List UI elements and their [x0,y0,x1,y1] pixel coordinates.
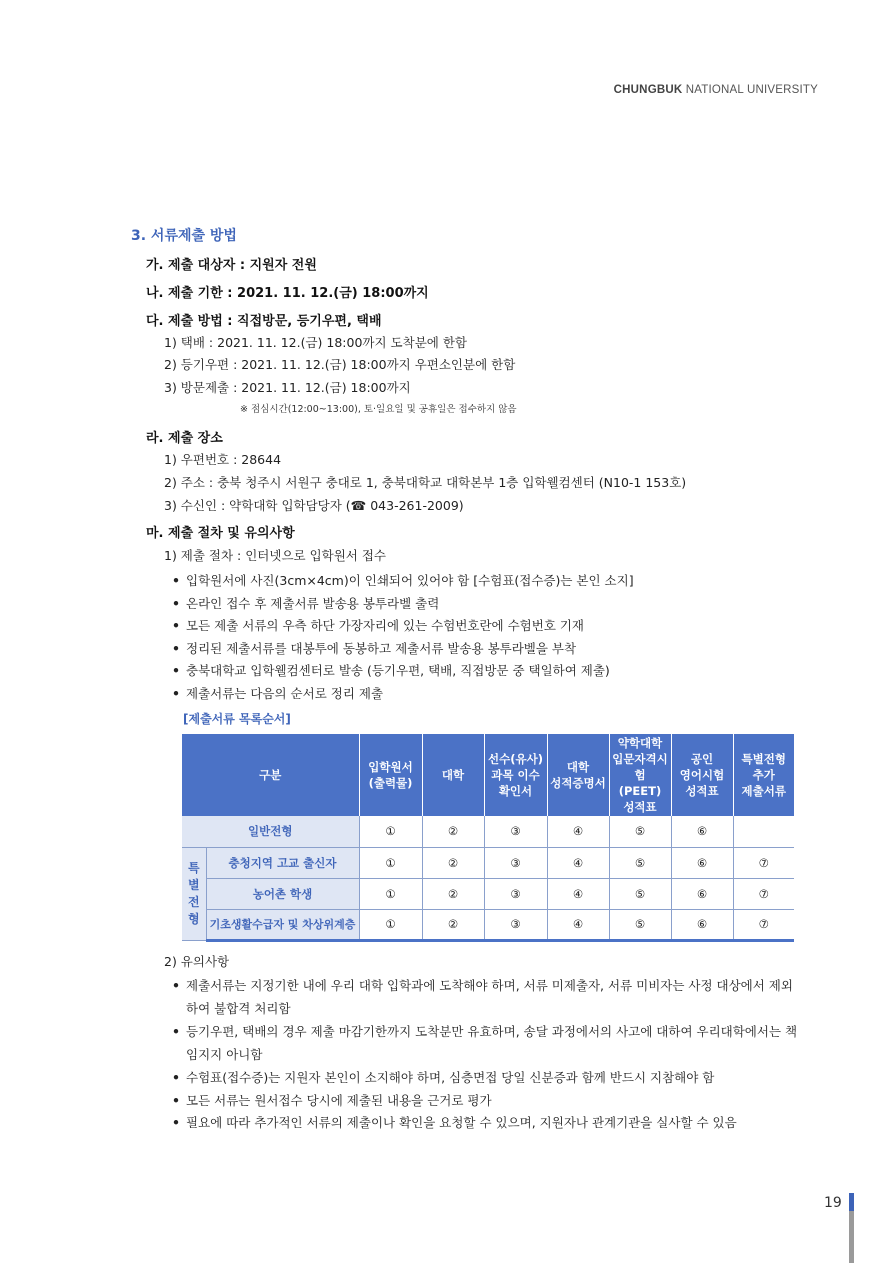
document-order-table [182,734,794,942]
table-cell: ① [359,847,422,878]
row-label: 일반전형 [182,816,359,847]
header-university: 대학 [422,734,484,816]
caution-bullet: • 필요에 따라 추가적인 서류의 제출이나 확인을 요청할 수 있으며, 지원자나 관계기관을 실사할 수 있음 [172,1111,802,1134]
bullet-dot: • [172,1093,180,1108]
page-edge-bar [849,1211,854,1263]
subsection-method: 다. 제출 방법 : 직접방문, 등기우편, 택배 [146,314,382,329]
header-english: 공인 영어시험 성적표 [671,734,733,816]
table-cell: ② [422,847,484,878]
row-label: 농어촌 학생 [206,878,359,909]
subsection-target: 가. 제출 대상자 : 지원자 전원 [146,258,317,273]
procedure-bullet: • 온라인 접수 후 제출서류 발송용 봉투라벨 출력 [172,596,440,611]
header-university-name [614,84,818,96]
table-row [182,909,794,940]
table-cell: ③ [484,878,547,909]
table-cell: ⑤ [609,909,671,940]
procedure-bullet: • 충북대학교 입학웰컴센터로 발송 (등기우편, 택배, 직접방문 중 택일하여 제출) [172,663,610,678]
procedure-title: 1) 제출 절차 : 인터넷으로 입학원서 접수 [164,548,387,563]
bullet-dot: • [172,1070,180,1085]
table-cell: ⑥ [671,909,733,940]
caution-bullet: • 수험표(접수증)는 지원자 본인이 소지해야 하며, 심층면접 당일 신분증과 함께 반드시 지참해야 함 [172,1066,802,1089]
place-item: 1) 우편번호 : 28644 [164,452,282,467]
header-univ-bold: CHUNGBUK [613,84,683,96]
bullet-dot: • [172,686,180,701]
caution-bullet: • 제출서류는 지정기한 내에 우리 대학 입학과에 도착해야 하며, 서류 미제출자, 서류 미비자는 사정 대상에서 제외하여 불합격 처리함 [172,974,802,1020]
header-univ-rest: NATIONAL UNIVERSITY [682,84,818,96]
caution-bullet: • 모든 서류는 원서접수 당시에 제출된 내용을 근거로 평가 [172,1089,802,1112]
header-category: 구분 [182,734,359,816]
table-caption: [제출서류 목록순서] [183,712,291,726]
table-cell: ⑥ [671,878,733,909]
table-cell: ② [422,816,484,847]
procedure-bullet: • 정리된 제출서류를 대봉투에 동봉하고 제출서류 발송용 봉투라벨을 부착 [172,641,577,656]
table-cell: ④ [547,847,609,878]
procedure-bullet: • 제출서류는 다음의 순서로 정리 제출 [172,686,384,701]
section-title: 3. 서류제출 방법 [131,228,237,244]
table-cell: ⑤ [609,847,671,878]
table-cell: ① [359,909,422,940]
table-cell: ⑦ [733,909,794,940]
bullet-dot: • [172,641,180,656]
method-item: 2) 등기우편 : 2021. 11. 12.(금) 18:00까지 우편소인분에 한함 [164,357,516,372]
bullet-dot: • [172,978,180,993]
table-cell [733,816,794,847]
table-cell: ⑥ [671,847,733,878]
table-cell: ⑤ [609,878,671,909]
header-prereq: 선수(유사) 과목 이수 확인서 [484,734,547,816]
table-row [182,847,794,878]
header-special-docs: 특별전형 추가 제출서류 [733,734,794,816]
header-transcript: 대학 성적증명서 [547,734,609,816]
method-item: 3) 방문제출 : 2021. 11. 12.(금) 18:00까지 [164,380,411,395]
bullet-dot: • [172,573,180,588]
table-cell: ⑥ [671,816,733,847]
table-cell: ② [422,878,484,909]
caution-title: 2) 유의사항 [164,954,230,969]
table-cell: ③ [484,909,547,940]
table-row [182,878,794,909]
caution-bullet: • 등기우편, 택배의 경우 제출 마감기한까지 도착분만 유효하며, 송달 과정에서의 사고에 대하여 우리대학에서는 책임지지 아니함 [172,1020,802,1066]
table-cell: ⑦ [733,847,794,878]
table-cell: ① [359,878,422,909]
table-header-row [182,734,794,816]
procedure-bullet: • 모든 제출 서류의 우측 하단 가장자리에 있는 수험번호란에 수험번호 기재 [172,618,585,633]
table-cell: ④ [547,909,609,940]
row-label: 충청지역 고교 출신자 [206,847,359,878]
subsection-place: 라. 제출 장소 [146,431,223,446]
bullet-dot: • [172,618,180,633]
bullet-dot: • [172,1024,180,1039]
special-group-label: 특 별 전 형 [182,847,206,940]
bullet-dot: • [172,596,180,611]
table-cell: ① [359,816,422,847]
place-item: 3) 수신인 : 약학대학 입학담당자 (☎ 043-261-2009) [164,498,464,513]
table-cell: ④ [547,878,609,909]
lunch-note: ※ 점심시간(12:00~13:00), 토·일요일 및 공휴일은 접수하지 않음 [240,404,517,415]
method-item: 1) 택배 : 2021. 11. 12.(금) 18:00까지 도착분에 한함 [164,335,467,350]
subsection-deadline: 나. 제출 기한 : 2021. 11. 12.(금) 18:00까지 [146,286,429,301]
table-cell: ⑤ [609,816,671,847]
page-marker-bar [849,1193,854,1211]
header-application: 입학원서 (출력물) [359,734,422,816]
table-cell: ③ [484,816,547,847]
procedure-bullet: • 입학원서에 사진(3cm×4cm)이 인쇄되어 있어야 함 [수험표(접수증)는 본인 소지] [172,573,634,588]
bullet-dot: • [172,663,180,678]
table-cell: ④ [547,816,609,847]
table-cell: ⑦ [733,878,794,909]
page-number: 19 [824,1195,842,1211]
table-row [182,816,794,847]
subsection-procedure: 마. 제출 절차 및 유의사항 [146,526,295,541]
table-cell: ② [422,909,484,940]
bullet-dot: • [172,1115,180,1130]
header-peet: 약학대학 입문자격시험 (PEET) 성적표 [609,734,671,816]
row-label: 기초생활수급자 및 차상위계층 [206,909,359,940]
place-item: 2) 주소 : 충북 청주시 서원구 충대로 1, 충북대학교 대학본부 1층 입학웰컴센터 (N10-1 153호) [164,475,687,490]
table-cell: ③ [484,847,547,878]
